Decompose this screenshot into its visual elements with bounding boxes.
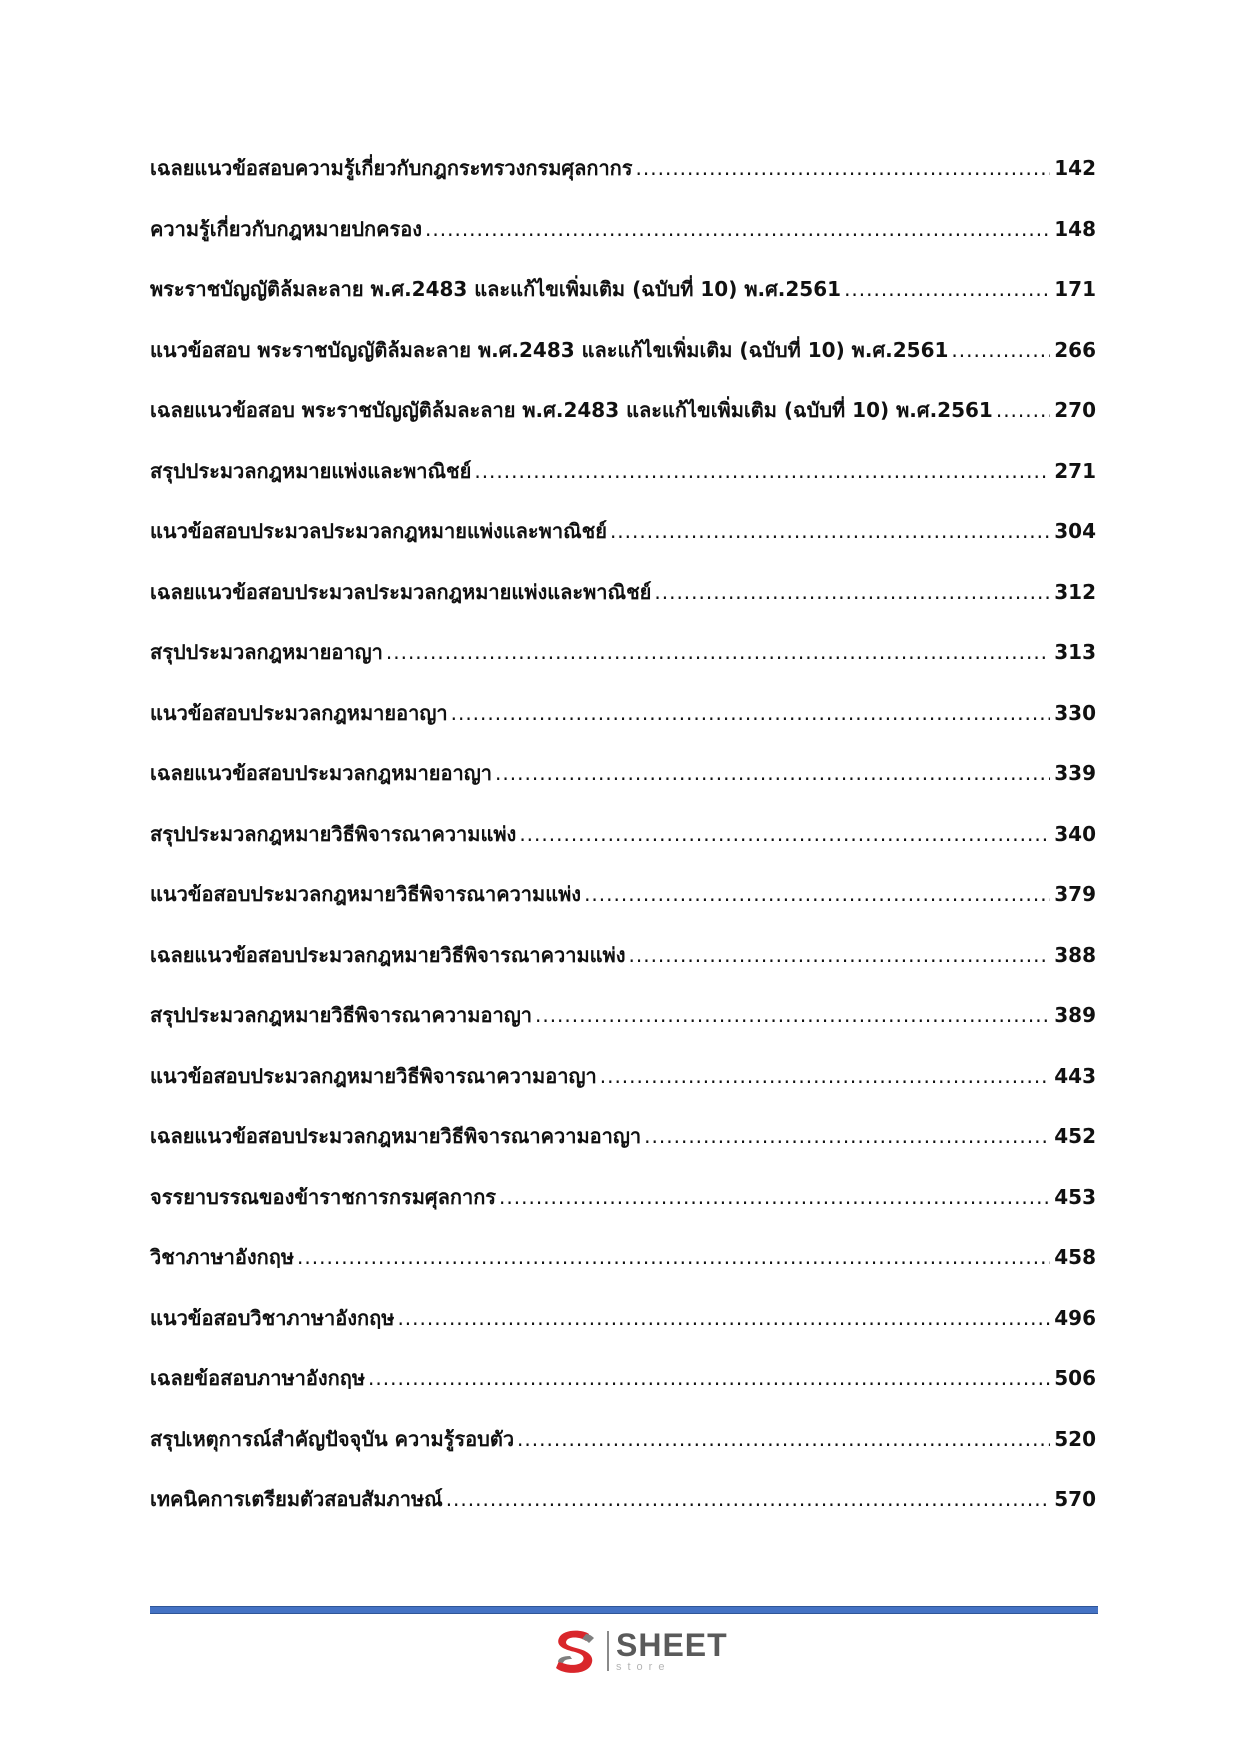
- toc-dot-leader: [535, 1003, 1050, 1027]
- toc-entry-page: 266: [1054, 337, 1096, 362]
- toc-entry-title: สรุปประมวลกฎหมายวิธีพิจารณาความอาญา: [150, 1003, 532, 1027]
- toc-entry[interactable]: [150, 394, 1096, 455]
- toc-entry[interactable]: [150, 818, 1096, 879]
- toc-dot-leader: [636, 156, 1051, 180]
- toc-entry-title: เฉลยแนวข้อสอบความรู้เกี่ยวกับกฎกระทรวงกรมศุลกากร: [150, 156, 633, 180]
- toc-entry-page: 270: [1054, 398, 1096, 422]
- toc-entry[interactable]: [150, 213, 1096, 274]
- toc-entry-title: เฉลยข้อสอบภาษาอังกฤษ: [150, 1366, 366, 1390]
- toc-entry-title: เทคนิคการเตรียมตัวสอบสัมภาษณ์: [150, 1487, 443, 1511]
- logo-divider: [607, 1631, 609, 1671]
- toc-entry-page: 388: [1054, 942, 1096, 967]
- toc-dot-leader: [610, 519, 1050, 543]
- toc-entry[interactable]: [150, 334, 1096, 395]
- toc-entry-page: 312: [1054, 579, 1096, 604]
- toc-entry-page: 443: [1054, 1063, 1096, 1088]
- toc-entry-title: แนวข้อสอบประมวลกฎหมายวิธีพิจารณาความอาญา: [150, 1063, 597, 1088]
- toc-entry[interactable]: [150, 697, 1096, 758]
- toc-entry[interactable]: [150, 152, 1096, 213]
- toc-entry-page: 340: [1054, 821, 1096, 846]
- toc-entry[interactable]: [150, 576, 1096, 637]
- toc-dot-leader: [517, 1427, 1050, 1451]
- toc-entry[interactable]: [150, 1060, 1096, 1121]
- toc-entry-page: 148: [1054, 216, 1096, 241]
- toc-entry[interactable]: [150, 1302, 1096, 1363]
- sheet-store-logo: [549, 1625, 728, 1677]
- toc-entry-page: 452: [1054, 1124, 1096, 1148]
- toc-entry-title: เฉลยแนวข้อสอบ พระราชบัญญัติล้มละลาย พ.ศ.2483 และแก้ไขเพิ่มเติม (ฉบับที่ 10) พ.ศ.2561: [150, 398, 993, 422]
- toc-dot-leader: [600, 1064, 1051, 1088]
- toc-entry[interactable]: [150, 1181, 1096, 1242]
- toc-dot-leader: [996, 398, 1050, 422]
- toc-entry-title: เฉลยแนวข้อสอบประมวลกฎหมายวิธีพิจารณาความอาญา: [150, 1124, 642, 1148]
- toc-dot-leader: [629, 943, 1051, 967]
- toc-entry[interactable]: [150, 878, 1096, 939]
- toc-dot-leader: [519, 822, 1050, 846]
- toc-entry-title: สรุปประมวลกฎหมายวิธีพิจารณาความแพ่ง: [150, 821, 517, 846]
- toc-dot-leader: [368, 1366, 1050, 1390]
- toc-entry-page: 506: [1054, 1366, 1096, 1390]
- toc-entry[interactable]: [150, 273, 1096, 334]
- toc-entry-title: แนวข้อสอบวิชาภาษาอังกฤษ: [150, 1305, 395, 1330]
- toc-entry-title: สรุปประมวลกฎหมายอาญา: [150, 640, 383, 664]
- toc-entry[interactable]: [150, 939, 1096, 1000]
- toc-entry-title: ความรู้เกี่ยวกับกฎหมายปกครอง: [150, 216, 423, 241]
- toc-dot-leader: [474, 459, 1050, 483]
- toc-entry-page: 271: [1054, 458, 1096, 483]
- toc-entry-page: 496: [1054, 1305, 1096, 1330]
- toc-entry-title: เฉลยแนวข้อสอบประมวลกฎหมายอาญา: [150, 761, 493, 785]
- toc-dot-leader: [584, 882, 1050, 906]
- toc-dot-leader: [397, 1306, 1050, 1330]
- toc-dot-leader: [425, 217, 1050, 241]
- logo-wordmark: SHEET: [616, 1627, 728, 1663]
- toc-entry[interactable]: [150, 515, 1096, 576]
- toc-entry[interactable]: [150, 1362, 1096, 1423]
- toc-entry[interactable]: [150, 999, 1096, 1060]
- toc-entry-page: 304: [1054, 519, 1096, 543]
- toc-entry[interactable]: [150, 1423, 1096, 1484]
- toc-entry-page: 520: [1054, 1426, 1096, 1451]
- toc-entry[interactable]: [150, 757, 1096, 818]
- toc-entry-title: พระราชบัญญัติล้มละลาย พ.ศ.2483 และแก้ไขเพิ่มเติม (ฉบับที่ 10) พ.ศ.2561: [150, 277, 842, 301]
- toc-entry[interactable]: [150, 1241, 1096, 1302]
- toc-entry-title: เฉลยแนวข้อสอบประมวลกฎหมายวิธีพิจารณาความแพ่ง: [150, 942, 626, 967]
- table-of-contents: [150, 152, 1096, 1544]
- toc-entry-title: แนวข้อสอบประมวลประมวลกฎหมายแพ่งและพาณิชย์: [150, 519, 607, 543]
- logo-text: [616, 1629, 728, 1673]
- toc-entry[interactable]: [150, 636, 1096, 697]
- toc-entry-title: แนวข้อสอบ พระราชบัญญัติล้มละลาย พ.ศ.2483 และแก้ไขเพิ่มเติม (ฉบับที่ 10) พ.ศ.2561: [150, 337, 949, 362]
- logo-subtext: store: [616, 1661, 671, 1673]
- toc-entry-title: สรุปเหตุการณ์สำคัญปัจจุบัน ความรู้รอบตัว: [150, 1426, 515, 1451]
- toc-entry[interactable]: [150, 1120, 1096, 1181]
- toc-entry-page: 142: [1054, 156, 1096, 180]
- toc-entry-title: วิชาภาษาอังกฤษ: [150, 1245, 295, 1269]
- toc-dot-leader: [654, 580, 1050, 604]
- toc-entry-page: 171: [1054, 277, 1096, 301]
- toc-entry-page: 570: [1054, 1487, 1096, 1511]
- toc-dot-leader: [297, 1245, 1050, 1269]
- footer-rule: [150, 1606, 1098, 1614]
- toc-dot-leader: [644, 1124, 1050, 1148]
- toc-entry-title: แนวข้อสอบประมวลกฎหมายวิธีพิจารณาความแพ่ง: [150, 882, 582, 906]
- toc-dot-leader: [495, 761, 1050, 785]
- toc-dot-leader: [386, 640, 1050, 664]
- toc-dot-leader: [499, 1185, 1050, 1209]
- toc-entry-title: แนวข้อสอบประมวลกฎหมายอาญา: [150, 700, 448, 725]
- toc-entry[interactable]: [150, 1483, 1096, 1544]
- toc-entry-title: จรรยาบรรณของข้าราชการกรมศุลกากร: [150, 1184, 497, 1209]
- toc-entry[interactable]: [150, 455, 1096, 516]
- toc-dot-leader: [451, 701, 1051, 725]
- toc-dot-leader: [446, 1487, 1051, 1511]
- sheet-store-logo-mark-icon: [549, 1625, 601, 1677]
- toc-entry-page: 453: [1054, 1184, 1096, 1209]
- toc-entry-page: 313: [1054, 640, 1096, 664]
- toc-entry-page: 330: [1054, 700, 1096, 725]
- toc-entry-title: เฉลยแนวข้อสอบประมวลประมวลกฎหมายแพ่งและพาณิชย์: [150, 579, 652, 604]
- toc-entry-title: สรุปประมวลกฎหมายแพ่งและพาณิชย์: [150, 458, 472, 483]
- toc-entry-page: 389: [1054, 1003, 1096, 1027]
- toc-dot-leader: [951, 338, 1050, 362]
- toc-entry-page: 458: [1054, 1245, 1096, 1269]
- toc-entry-page: 339: [1054, 761, 1096, 785]
- toc-dot-leader: [844, 277, 1050, 301]
- toc-entry-page: 379: [1054, 882, 1096, 906]
